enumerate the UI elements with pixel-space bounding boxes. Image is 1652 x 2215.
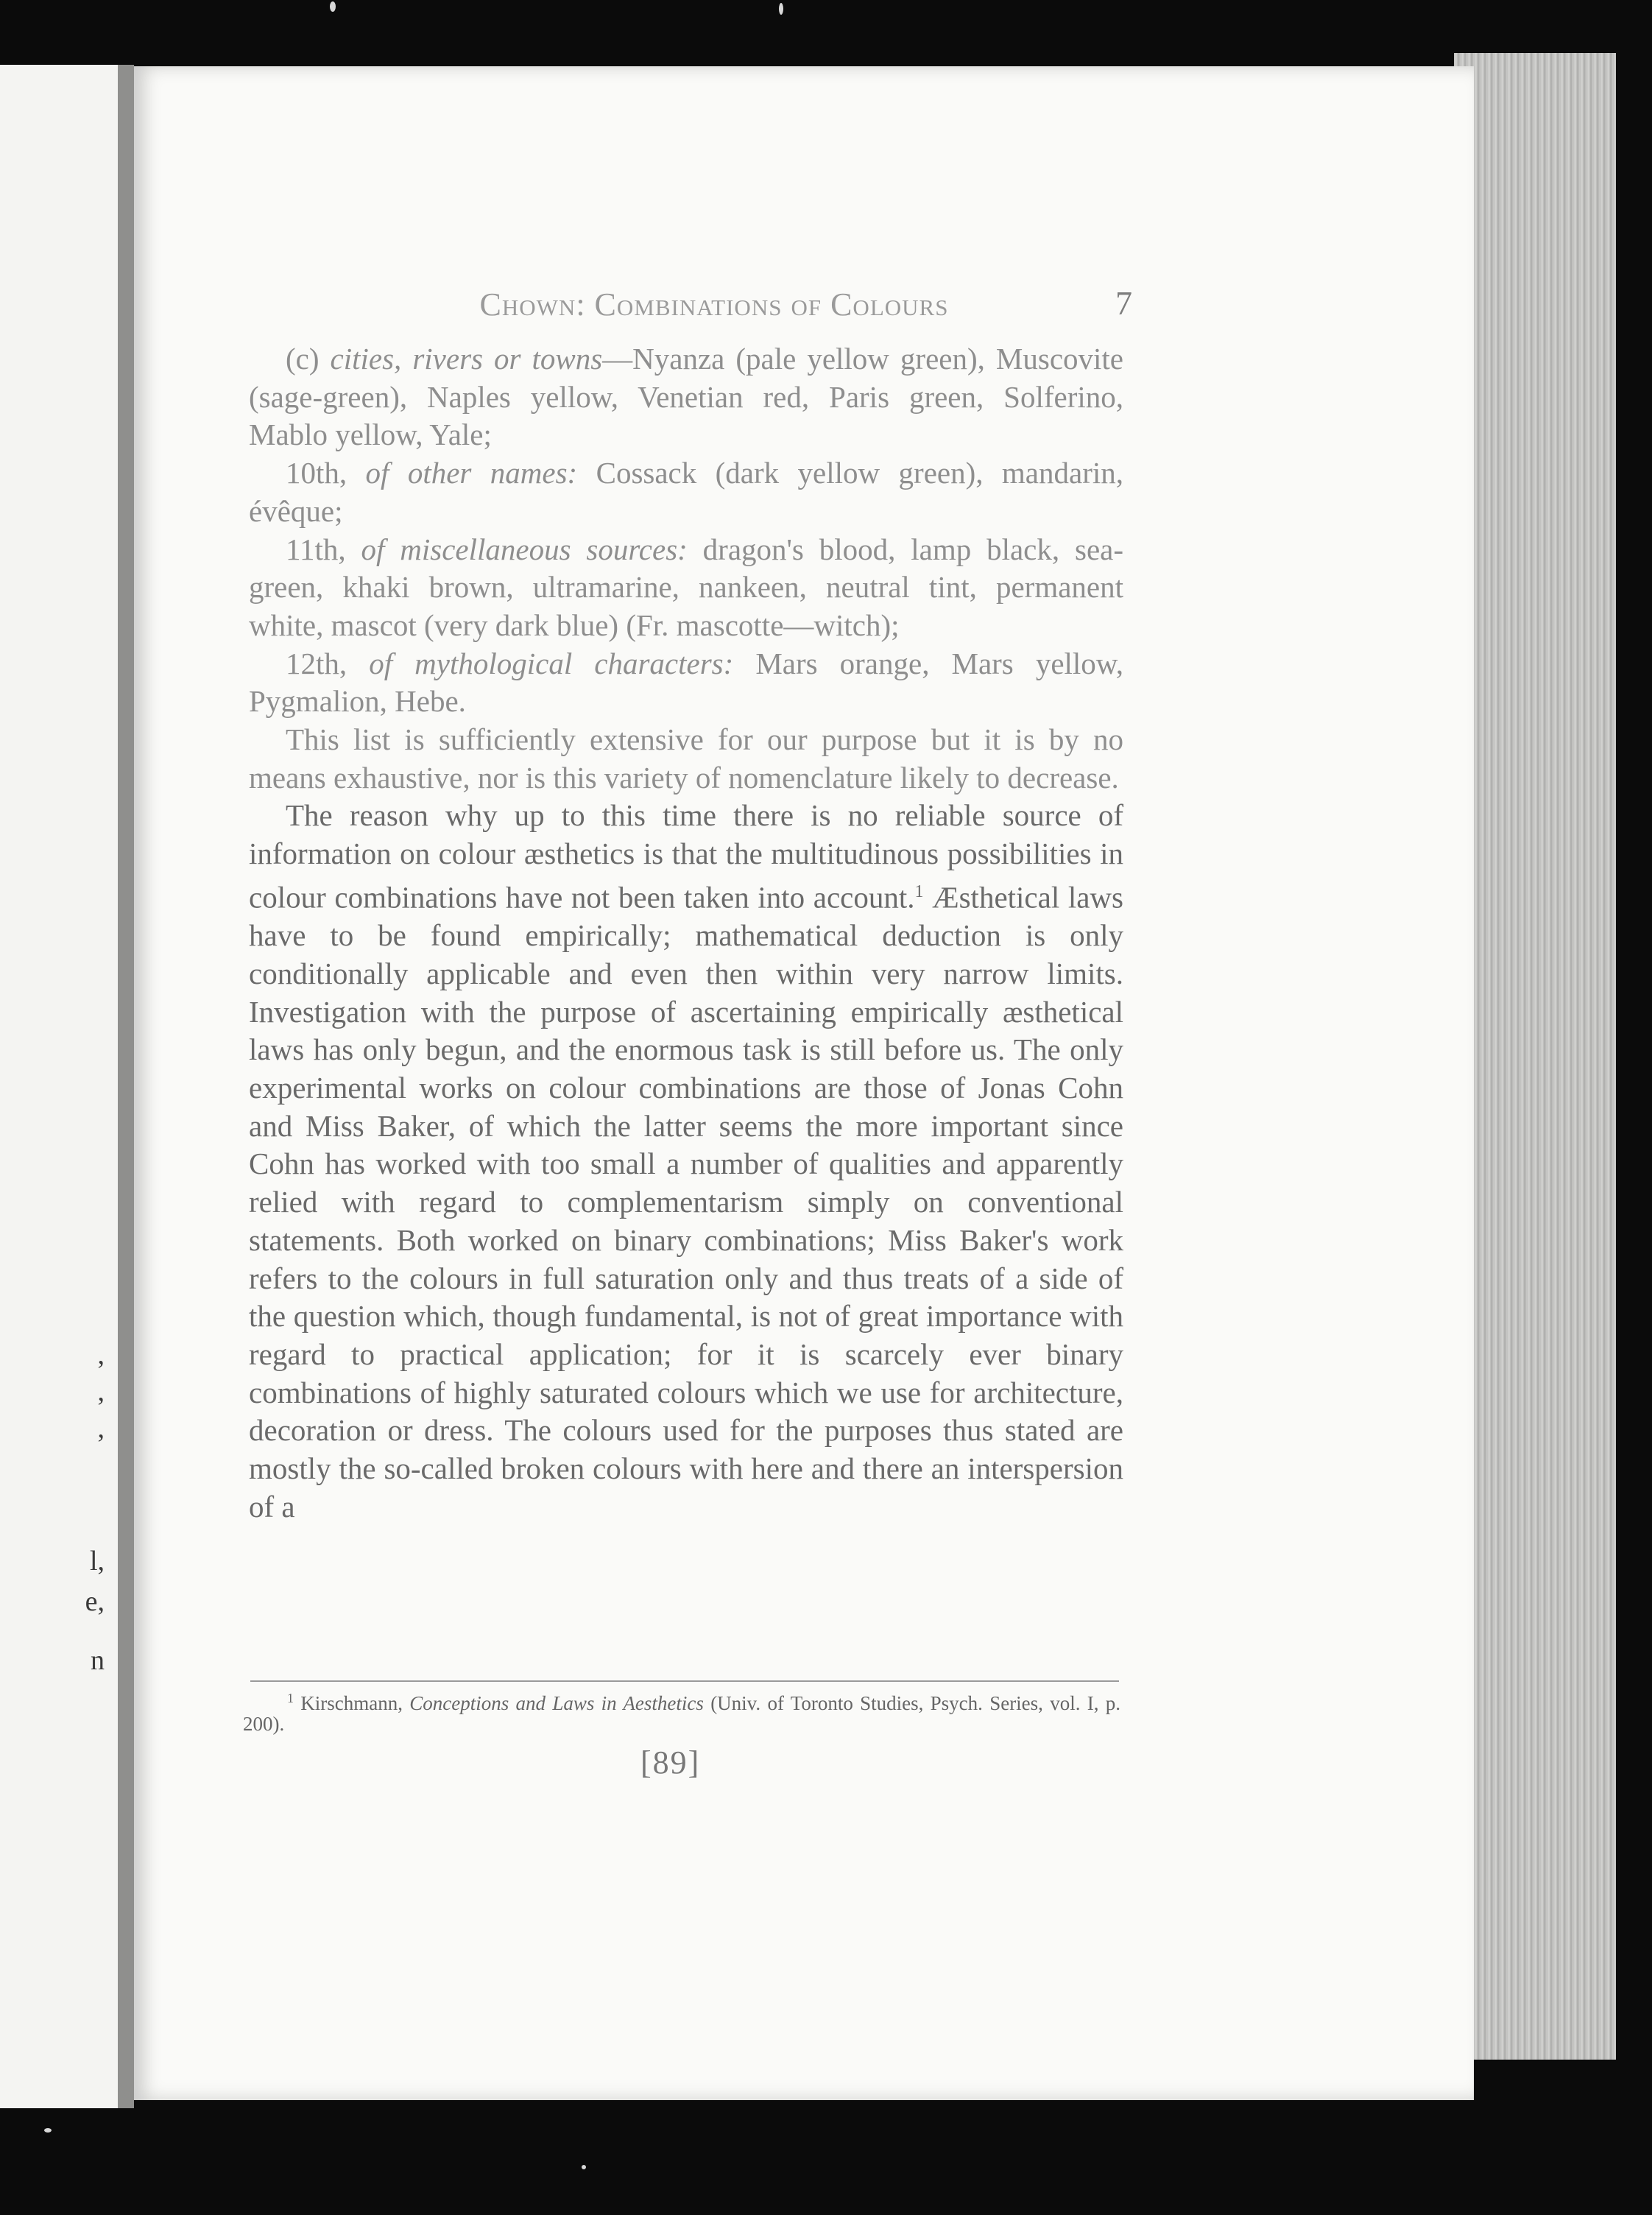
paragraph-text: The reason why up to this time there is no reliable source of information on colour æsthetics is that the multitudinous possibilities in colour combinations have not been taken into account. — [249, 798, 1123, 915]
paragraph — [249, 721, 1123, 797]
footnote-marker: 1 — [287, 1691, 294, 1705]
left-page-fragment: , — [97, 1413, 105, 1444]
paragraph — [249, 531, 1123, 645]
running-head: Chown: Combinations of Colours — [479, 286, 949, 323]
footnote-author: Kirschmann, — [300, 1692, 403, 1714]
list-prefix: (c) — [286, 342, 331, 376]
paragraph-text: Mars orange, Mars yellow, Pygmalion, Hebe. — [249, 646, 1123, 719]
list-lead: of miscellaneous sources: — [361, 532, 688, 566]
paragraph — [249, 340, 1123, 454]
scan-speck — [779, 3, 783, 15]
paragraph — [249, 645, 1123, 721]
paragraph — [249, 454, 1123, 530]
left-page-fragment: l, — [89, 1546, 105, 1577]
left-facing-page — [0, 65, 134, 2108]
footnote-rule — [250, 1680, 1119, 1682]
folio: [89] — [640, 1744, 701, 1781]
scan-speck — [44, 2128, 52, 2133]
footnote — [243, 1688, 1120, 1734]
list-prefix: 11th, — [286, 532, 361, 566]
left-page-fragment: n — [91, 1645, 105, 1676]
list-lead: cities, rivers or towns — [330, 342, 603, 376]
footnote-reference: 1 — [914, 881, 924, 901]
left-page-fragment: , — [97, 1339, 105, 1370]
list-lead: of mythological characters: — [369, 646, 734, 680]
list-lead: of other names: — [365, 456, 578, 490]
footnote-title: Conceptions and Laws in Aesthetics — [409, 1692, 704, 1714]
paragraph-text: —Nyanza (pale yellow green), Muscovite (sage-green), Naples yellow, Venetian red, Paris green, Solferino, Mablo yellow, Yale; — [249, 342, 1123, 452]
list-prefix: 12th, — [286, 646, 370, 680]
scan-speck — [582, 2165, 586, 2169]
body-text — [249, 340, 1123, 1526]
book-page-edges — [1454, 53, 1616, 2060]
page-number: 7 — [1115, 284, 1132, 322]
footnotes — [243, 1688, 1120, 1734]
paragraph — [249, 797, 1123, 1526]
paragraph-text: This list is sufficiently extensive for our purpose but it is by no means exhaustive, nor is this variety of nomenclature likely to decrease. — [249, 722, 1123, 795]
paragraph-text: dragon's blood, lamp black, sea-green, khaki brown, ultramarine, nankeen, neutral tint, permanent white, mascot (very dark blue) (Fr. mascotte—witch); — [249, 532, 1124, 642]
footnote-rest: (Univ. of Toronto Studies, Psych. Series, vol. I, p. 200). — [243, 1692, 1121, 1735]
left-page-fragment: , — [97, 1376, 105, 1407]
scan-speck — [330, 1, 336, 12]
paragraph-text: Æsthetical laws have to be found empirically; mathematical deduction is only conditionally applicable and even then within very narrow limits. Investigation with the purpose of ascertaining empirically æsthetical laws has only begun, and the enormous task is still before us. The only experimental works on colour combinations are those of Jonas Cohn and Miss Baker, of which the latter seems the more important since Cohn has worked with too small a number of qualities and apparently relied with regard to complementarism simply on conventional statements. Both worked on binary combinations; Miss Baker's work refers to the colours in full saturation only and thus treats of a side of the question which, though fundamental, is not of great importance with regard to practical application; for it is scarcely ever binary combinations of highly saturated colours which we use for architecture, decoration or dress. The colours used for the purposes thus stated are mostly the so-called broken colours with here and there an interspersion of a — [249, 880, 1123, 1524]
left-page-fragment: e, — [85, 1586, 105, 1617]
list-prefix: 10th, — [286, 456, 366, 490]
paragraph-text: Cossack (dark yellow green), mandarin, évêque; — [249, 456, 1123, 528]
